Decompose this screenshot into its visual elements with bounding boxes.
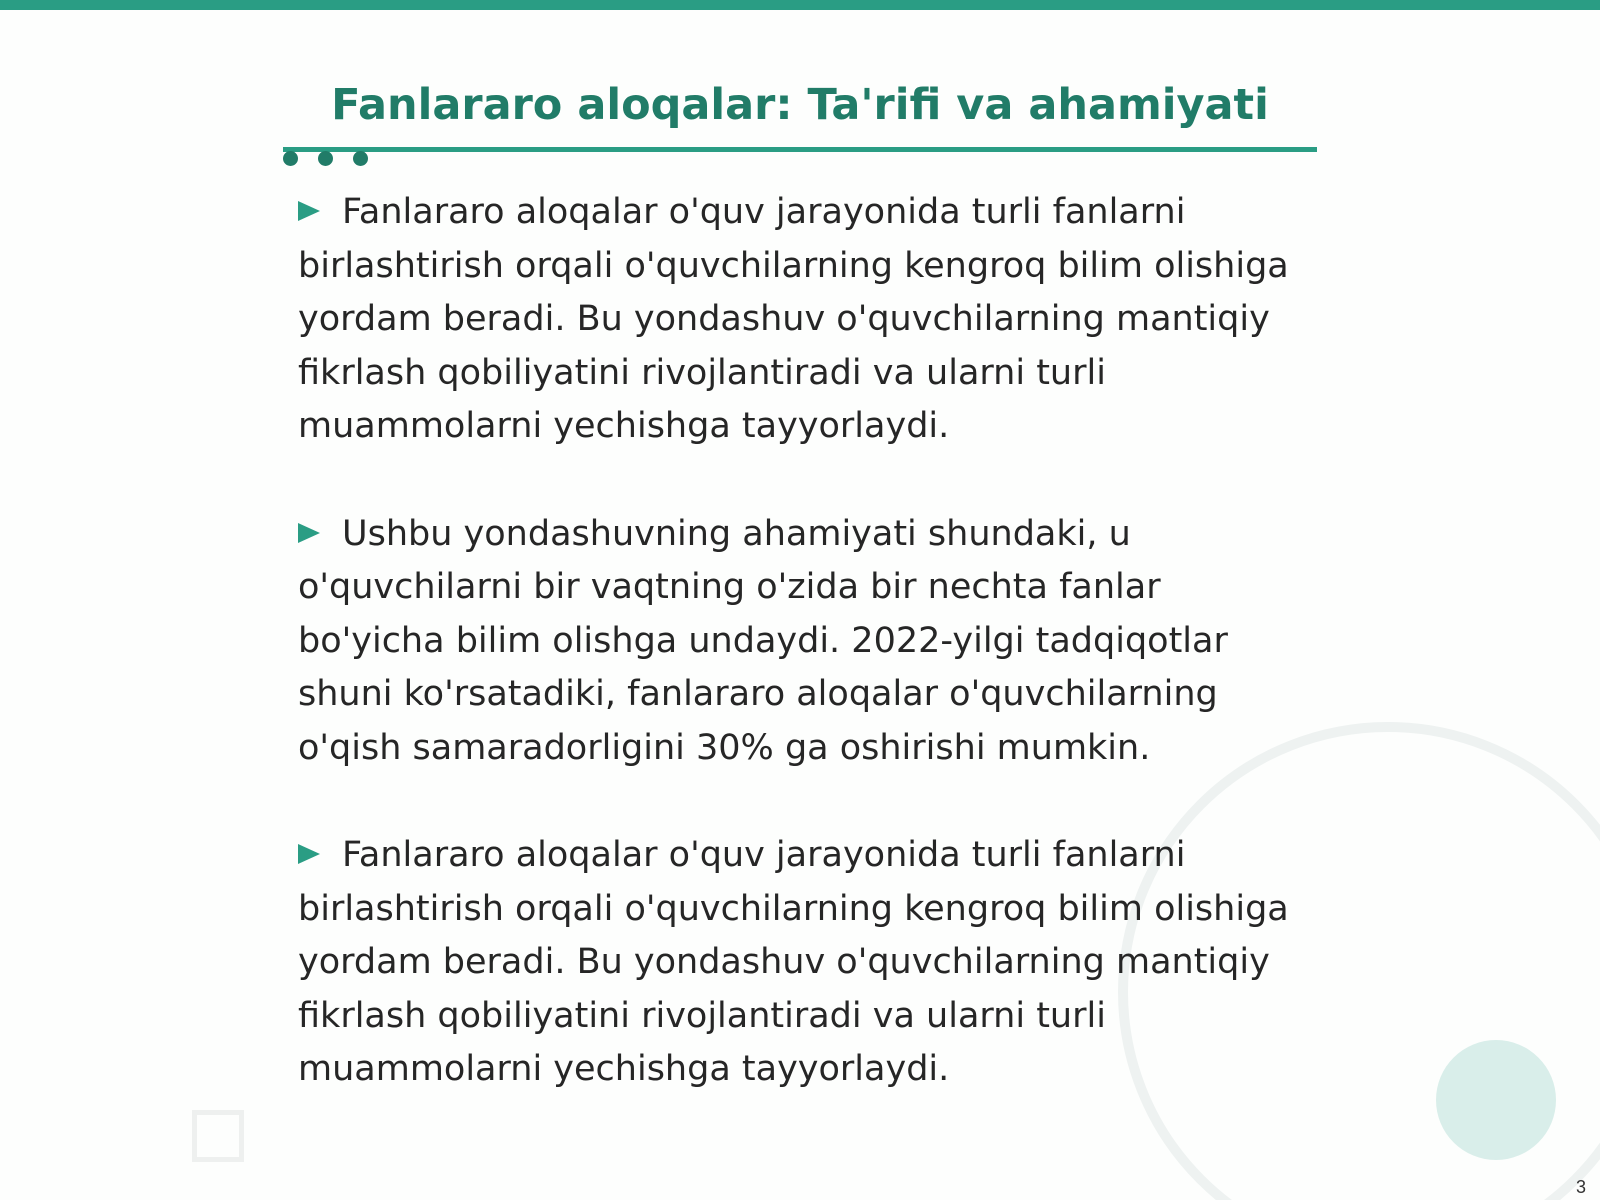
paragraph-text: Ushbu yondashuvning ahamiyati shundaki, u o'quvchilarni bir vaqtning o'zida bir nechta fanlar bo'yicha bilim olishga undaydi. 2022-yilgi tadqiqotlar shuni ko'rsatadiki, fanlararo aloqalar o'quvchilarning o'qish samaradorligini 30% ga oshirishi mumkin. [298,513,1228,768]
paragraph-text: Fanlararo aloqalar o'quv jarayonida turli fanlarni birlashtirish orqali o'quvchilarning kengroq bilim olishiga yordam beradi. Bu yondashuv o'quvchilarning mantiqiy fikrlash qobiliyatini rivojlantiradi va ularni turli muammolarni yechishga tayyorlaydi. [298,192,1289,446]
top-accent-bar [0,0,1600,10]
decorative-square [192,1110,244,1162]
paragraph-text: Fanlararo aloqalar o'quv jarayonida turli fanlarni birlashtirish orqali o'quvchilarning kengroq bilim olishiga yordam beradi. Bu yondashuv o'quvchilarning mantiqiy fikrlash qobiliyatini rivojlantiradi va ularni turli muammolarni yechishga tayyorlaydi. [298,835,1289,1089]
underline-dot-1 [283,151,298,166]
bullet-paragraph-3 [298,829,1298,1097]
underline-dot-3 [353,151,368,166]
triangle-bullet-icon [298,523,320,543]
decorative-circle [1436,1040,1556,1160]
page-number: 3 [1575,1177,1586,1197]
title-underline [283,147,1317,152]
underline-dot-2 [318,151,333,166]
bullet-paragraph-1 [298,186,1298,454]
triangle-bullet-icon [298,844,320,864]
bullet-paragraph-2 [298,508,1298,776]
triangle-bullet-icon [298,201,320,221]
slide-body [298,186,1298,1151]
slide-title: Fanlararo aloqalar: Ta'rifi va ahamiyati [331,80,1269,130]
